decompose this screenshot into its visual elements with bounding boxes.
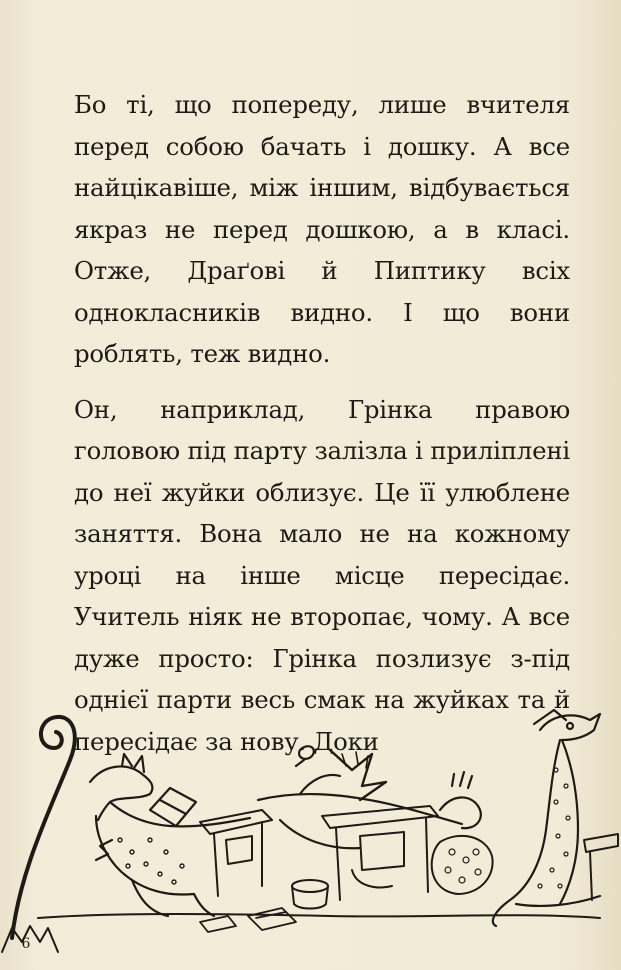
paragraph-1: Бо ті, що попереду, лише вчителя перед собою бачать і дошку. А все найцікавіше, між іншим, відбувається якраз не перед дошкою, а в класі. Отже, Драґові й Пиптику всіх однокласників видно. І що вони роблять, теж видно. bbox=[74, 90, 570, 368]
dragons-illustration bbox=[0, 690, 621, 970]
pillow bbox=[432, 836, 493, 894]
dragon-middle bbox=[258, 746, 481, 848]
dragon-right bbox=[493, 710, 600, 926]
desk-middle bbox=[322, 806, 438, 900]
body-text bbox=[74, 84, 570, 776]
desk-right bbox=[584, 834, 618, 900]
paragraph-2: Он, наприклад, Грінка правою головою під парту залізла і приліплені до неї жуйки облизує. Це її улюблене заняття. Вона мало не на кожному уроці на інше місце пересідає. Учитель ніяк не второпає, чому. А все дуже просто: Грінка позлизує з-під однієї парти весь смак на жуйках та й пересідає за нову. Доки bbox=[74, 394, 570, 756]
vine-left bbox=[12, 717, 75, 938]
desk-left bbox=[200, 810, 272, 896]
ground-line bbox=[38, 914, 600, 918]
floor-books bbox=[200, 908, 296, 932]
stool bbox=[292, 880, 328, 909]
dragon-left bbox=[90, 754, 250, 916]
page-number: 6 bbox=[21, 936, 31, 952]
